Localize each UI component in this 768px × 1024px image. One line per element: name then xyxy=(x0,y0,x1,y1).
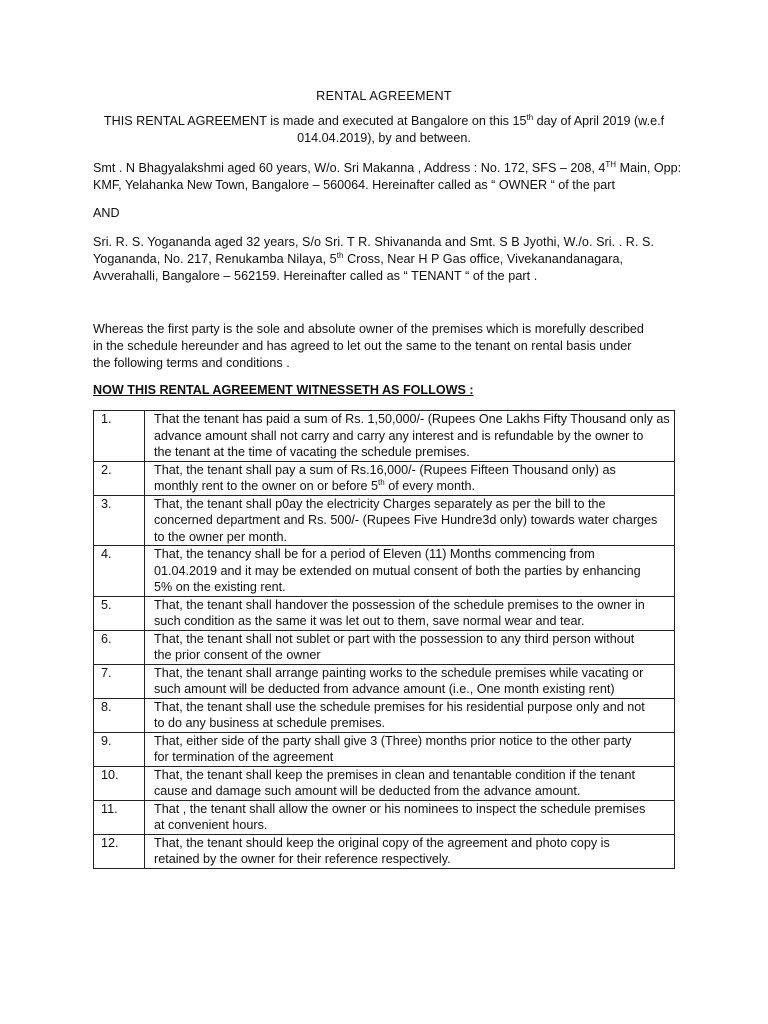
term-text: That, the tenant shall use the schedule premises for his residential purpose only and not to do any business at schedule premises. xyxy=(145,698,675,732)
term-text: That, either side of the party shall give 3 (Three) months prior notice to the other party for termination of the agreement xyxy=(145,732,675,766)
table-row xyxy=(94,546,675,597)
owner-line-1: Smt . N Bhagyalakshmi aged 60 years, W/o. Sri Makanna , Address : No. 172, SFS – 208, 4TH Main, Opp: xyxy=(93,159,682,175)
term-number: 1. xyxy=(94,411,145,462)
term-text: That, the tenant should keep the original copy of the agreement and photo copy is retained by the owner for their reference respectively. xyxy=(145,834,675,868)
term-number: 12. xyxy=(94,834,145,868)
term-number: 5. xyxy=(94,596,145,630)
table-row xyxy=(94,732,675,766)
term-number: 8. xyxy=(94,698,145,732)
owner-paragraph xyxy=(93,159,682,194)
term-text: That, the tenant shall not sublet or part with the possession to any third person without the prior consent of the owner xyxy=(145,630,675,664)
term-number: 10. xyxy=(94,766,145,800)
whereas-paragraph xyxy=(93,321,675,372)
whereas-line-1: Whereas the first party is the sole and absolute owner of the premises which is morefully described xyxy=(93,322,644,336)
term-text: That, the tenant shall arrange painting works to the schedule premises while vacating or such amount will be deducted from advance amount (i.e., One month existing rent) xyxy=(145,664,675,698)
term-number: 6. xyxy=(94,630,145,664)
table-row xyxy=(94,698,675,732)
term-number: 4. xyxy=(94,546,145,597)
intro-paragraph xyxy=(0,113,768,147)
table-row xyxy=(94,834,675,868)
witnesseth-heading: NOW THIS RENTAL AGREEMENT WITNESSETH AS FOLLOWS : xyxy=(93,383,474,397)
term-number: 11. xyxy=(94,800,145,834)
whereas-line-2: in the schedule hereunder and has agreed to let out the same to the tenant on rental basis under xyxy=(93,339,632,353)
tenant-line-2: Yogananda, No. 217, Renukamba Nilaya, 5th Cross, Near H P Gas office, Vivekanandanagara, xyxy=(93,250,624,266)
term-number: 7. xyxy=(94,664,145,698)
term-text: That, the tenant shall p0ay the electricity Charges separately as per the bill to the concerned department and Rs. 500/- (Rupees Five Hundre3d only) towards water charges to the owner per month. xyxy=(145,495,675,546)
intro-line-1: THIS RENTAL AGREEMENT is made and executed at Bangalore on this 15th day of April 2019 (w.e.f xyxy=(103,112,665,128)
term-number: 2. xyxy=(94,461,145,495)
term-number: 9. xyxy=(94,732,145,766)
terms-table xyxy=(93,410,675,869)
intro-line-2: 014.04.2019), by and between. xyxy=(297,131,471,145)
and-label: AND xyxy=(93,206,120,220)
term-text: That , the tenant shall allow the owner or his nominees to inspect the schedule premises at convenient hours. xyxy=(145,800,675,834)
whereas-line-3: the following terms and conditions . xyxy=(93,356,290,370)
term-number: 3. xyxy=(94,495,145,546)
term-text: That the tenant has paid a sum of Rs. 1,50,000/- (Rupees One Lakhs Fifty Thousand only as advance amount shall not carry and carry any interest and is refundable by the owner to the tenant at the time of vacating the schedule premises. xyxy=(145,411,675,462)
tenant-line-3: Avverahalli, Bangalore – 562159. Hereinafter called as “ TENANT “ of the part . xyxy=(93,269,538,283)
tenant-paragraph xyxy=(93,234,675,285)
document-title: RENTAL AGREEMENT xyxy=(316,89,452,103)
term-text: That, the tenancy shall be for a period of Eleven (11) Months commencing from 01.04.2019 and it may be extended on mutual consent of both the parties by enhancing 5% on the existing rent. xyxy=(145,546,675,597)
owner-line-2: KMF, Yelahanka New Town, Bangalore – 560064. Hereinafter called as “ OWNER “ of the part xyxy=(93,178,615,192)
table-row xyxy=(94,495,675,546)
tenant-line-1: Sri. R. S. Yogananda aged 32 years, S/o Sri. T R. Shivananda and Smt. S B Jyothi, W./o. Sri. . R. S. xyxy=(93,235,655,249)
term-text: That, the tenant shall handover the possession of the schedule premises to the owner in such condition as the same it was let out to them, save normal wear and tear. xyxy=(145,596,675,630)
table-row xyxy=(94,800,675,834)
table-row xyxy=(94,766,675,800)
table-row xyxy=(94,461,675,495)
term-text: That, the tenant shall keep the premises in clean and tenantable condition if the tenant cause and damage such amount will be deducted from the advance amount. xyxy=(145,766,675,800)
table-row xyxy=(94,596,675,630)
table-row xyxy=(94,664,675,698)
term-text: That, the tenant shall pay a sum of Rs.16,000/- (Rupees Fifteen Thousand only) as monthly rent to the owner on or before 5th of every month. xyxy=(145,461,675,495)
table-row xyxy=(94,630,675,664)
table-row xyxy=(94,411,675,462)
